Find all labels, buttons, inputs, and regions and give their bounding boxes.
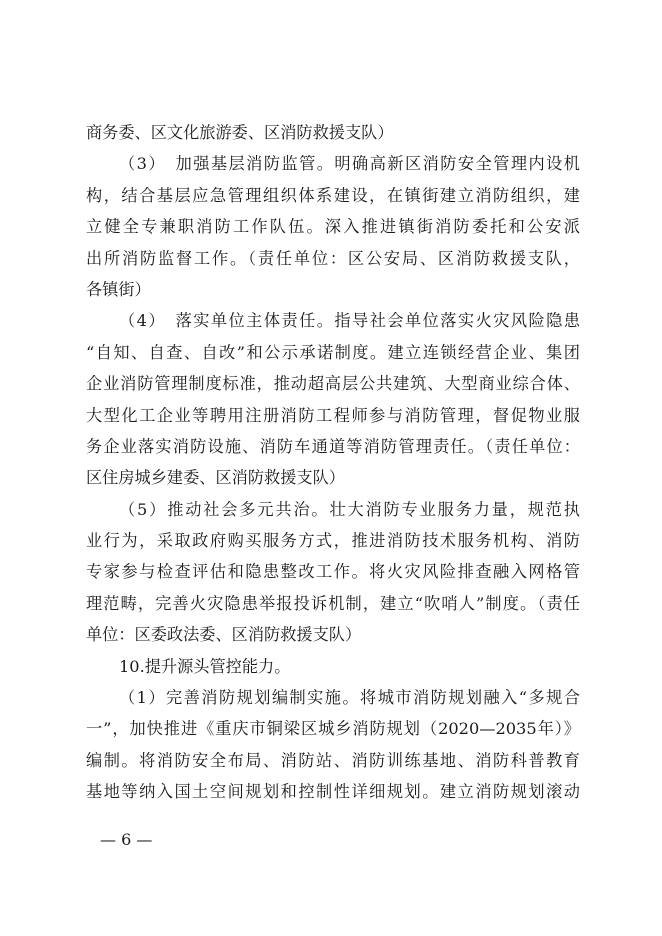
text-line: 理范畴，完善火灾隐患举报投诉机制，建立“吹哨人”制度。（责任 [86, 593, 580, 613]
text-line: （1）完善消防规划编制实施。将城市消防规划融入“多规合 [119, 688, 580, 708]
text-line: 编制。将消防安全布局、消防站、消防训练基地、消防科普教育 [86, 750, 580, 770]
text-line: “自知、自查、自改”和公示承诺制度。建立连锁经营企业、集团 [86, 342, 580, 362]
text-line: （5）推动社会多元共治。壮大消防专业服务力量，规范执 [119, 499, 580, 519]
text-line: 一”，加快推进《重庆市铜梁区城乡消防规划（2020—2035年）》 [86, 719, 580, 739]
text-line: 专家参与检查评估和隐患整改工作。将火灾风险排查融入网格管 [86, 562, 580, 582]
text-line: 业行为，采取政府购买服务方式，推进消防技术服务机构、消防 [86, 531, 580, 551]
text-line: 区住房城乡建委、区消防救援支队） [86, 468, 345, 488]
text-line: 构，结合基层应急管理组织体系建设，在镇街建立消防组织，建 [86, 185, 580, 205]
text-line: 务企业落实消防设施、消防车通道等消防管理责任。（责任单位： [86, 436, 580, 456]
text-line: 立健全专兼职消防工作队伍。深入推进镇街消防委托和公安派 [86, 217, 580, 237]
text-line: 大型化工企业等聘用注册消防工程师参与消防管理，督促物业服 [86, 405, 580, 425]
text-line: （4） 落实单位主体责任。指导社会单位落实火灾风险隐患 [119, 311, 580, 331]
text-line: （3） 加强基层消防监管。明确高新区消防安全管理内设机 [119, 154, 580, 174]
section-heading: 10.提升源头管控能力。 [119, 656, 291, 676]
page-number: — 6 — [100, 830, 153, 849]
text-line: 单位：区委政法委、区消防救援支队） [86, 625, 362, 645]
text-line: 各镇街） [86, 279, 151, 299]
text-line: 出所消防监督工作。（责任单位：区公安局、区消防救援支队， [86, 248, 580, 268]
document-body [86, 117, 580, 808]
text-line: 企业消防管理制度标准，推动超高层公共建筑、大型商业综合体、 [86, 374, 580, 394]
text-line: 商务委、区文化旅游委、区消防救援支队） [86, 123, 394, 142]
text-line: 基地等纳入国土空间规划和控制性详细规划。建立消防规划滚动 [86, 782, 580, 802]
